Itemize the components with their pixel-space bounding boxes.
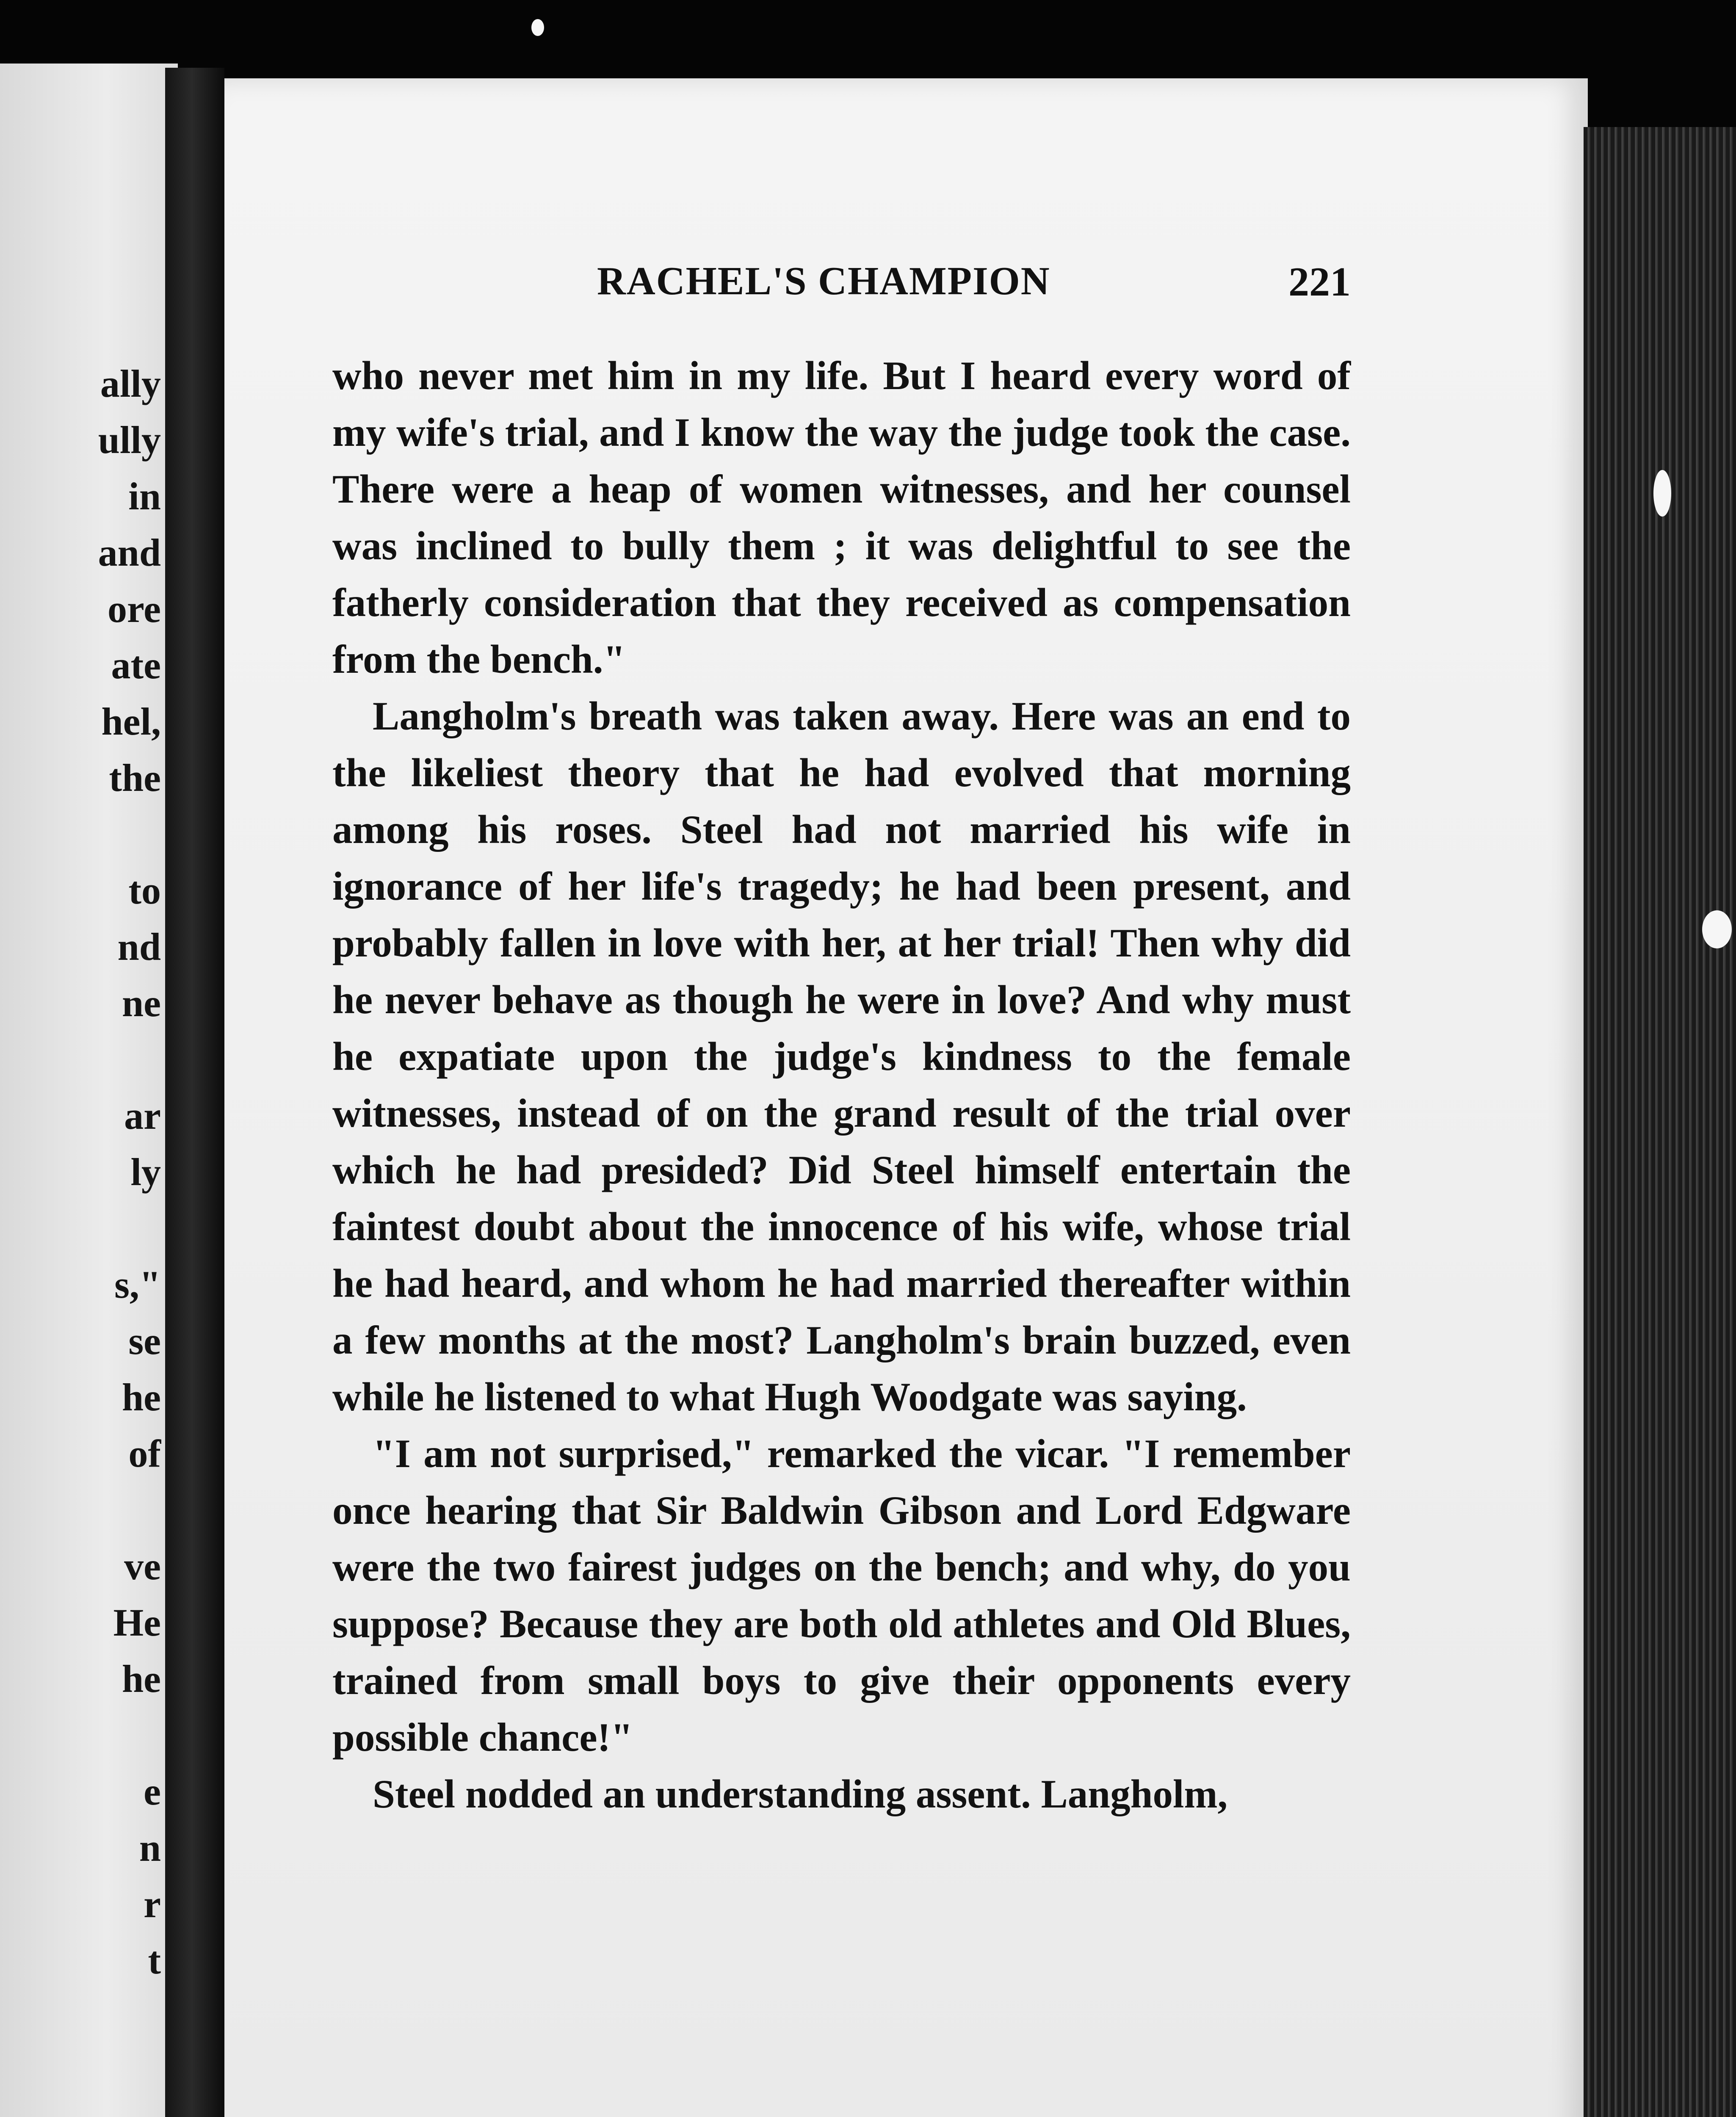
facing-page-fragment: nd (117, 925, 161, 968)
facing-page-fragment: ve (124, 1545, 161, 1588)
facing-page-fragment: in (128, 475, 161, 518)
page-header (334, 258, 1351, 313)
paragraph: "I am not surprised," remarked the vicar. "I remember once hearing that Sir Baldwin Gibson and Lord Edgware were the two fairest judges on the bench; and why, do you suppose? Because they are both old athletes and Old Blues, trained from small boys to give their opponents every possible chance!" (332, 1431, 1351, 1760)
scan-speck (1653, 470, 1671, 517)
facing-page-fragment (0, 806, 161, 862)
facing-page-fragment: ully (98, 418, 161, 462)
scan-speck (1702, 910, 1732, 948)
facing-page-fragment: r (144, 1882, 161, 1926)
facing-page-fragment (0, 1031, 161, 1088)
facing-page-fragment: ate (111, 644, 161, 687)
facing-page-fragment: ne (122, 981, 161, 1025)
facing-page-fragment: t (148, 1939, 161, 1982)
facing-page-fragment: ar (124, 1094, 161, 1137)
facing-page-fragment: He (113, 1601, 161, 1644)
facing-page-fragment: e (144, 1770, 161, 1813)
running-head: RACHEL'S CHAMPION (597, 259, 1050, 303)
facing-page-fragment: hel, (101, 700, 161, 743)
facing-page-fragment (0, 1200, 161, 1257)
facing-page-fragment: ore (107, 587, 161, 630)
facing-page-fragment: he (122, 1376, 161, 1419)
paragraph: who never met him in my life. But I heard every word of my wife's trial, and I know the way the judge took the case. There were a heap of women witnesses, and her counsel was inclined to bully them ; it was delightful to see the fatherly consideration that they received as compensation from the bench." (332, 353, 1351, 682)
facing-page-fragment: of (128, 1432, 161, 1475)
facing-page-fragment: ly (130, 1150, 161, 1194)
facing-page-fragment: and (98, 531, 161, 574)
facing-page-fragment: se (128, 1319, 161, 1363)
scan-speck (531, 19, 544, 36)
facing-page-fragment: he (122, 1657, 161, 1700)
facing-page-fragment: n (139, 1826, 161, 1869)
page-number: 221 (1288, 259, 1351, 305)
book-gutter (165, 68, 224, 2117)
facing-page-text-fragments (0, 356, 161, 1989)
paragraph: Steel nodded an understanding assent. Langholm, (373, 1772, 1228, 1816)
facing-page-fragment: the (109, 756, 161, 799)
paragraph: Langholm's breath was taken away. Here was an end to the likeliest theory that he had evolved that morning among his roses. Steel had not married his wife in ignorance of her life's tragedy; he had been present, and probably fallen in love with her, at her trial! Then why did he never behave as though he were in love? And why must he expatiate upon the judge's kindness to the female witnesses, instead of on the grand result of the trial over which he had presided? Did Steel himself entertain the faintest doubt about the innocence of his wife, whose trial he had heard, and whom he had married thereafter within a few months at the most? Langholm's brain buzzed, even while he listened to what Hugh Woodgate was saying. (332, 694, 1351, 1419)
page-edges (1584, 127, 1736, 2117)
facing-page-fragment (0, 1482, 161, 1538)
facing-page-fragment: ally (100, 362, 161, 405)
facing-page-fragment: s," (114, 1263, 161, 1306)
page-body (332, 347, 1351, 1822)
facing-page-fragment (0, 1707, 161, 1763)
facing-page-fragment: to (128, 869, 161, 912)
